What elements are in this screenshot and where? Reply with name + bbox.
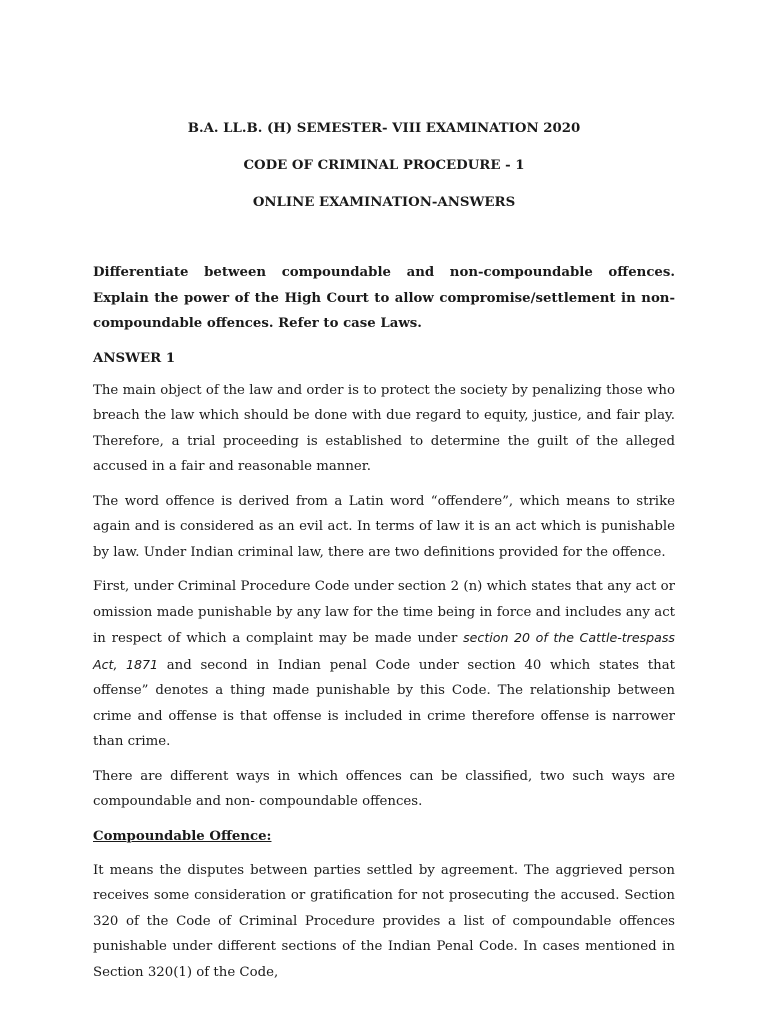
paragraph-2: The word offence is derived from a Latin word “offendere”, which means to strike again and is considered as an evil act. In terms of law it is an act which is punishable by law. Under Indian criminal law, there are two definitions provided for the offence. xyxy=(93,493,675,560)
paragraph-5: It means the disputes between parties settled by agreement. The aggrieved person receives some consideration or gratification for not prosecuting the accused. Section 320 of the Code of Criminal Procedure provides a list of compoundable offences punishable under different sections of the Indian Penal Code. In cases mentioned in Section 320(1) of the Code, xyxy=(93,862,675,980)
exam-type-title: ONLINE EXAMINATION-ANSWERS xyxy=(252,195,516,210)
question-text: Differentiate between compoundable and non-compoundable offences. Explain the power of the High Court to allow compromise/settlement in non-compoundable offences. Refer to case Laws. xyxy=(93,265,675,331)
paragraph-4: There are different ways in which offences can be classified, two such ways are compoundable and non- compoundable offences. xyxy=(93,768,675,809)
exam-title: B.A. LL.B. (H) SEMESTER- VIII EXAMINATION 2020 xyxy=(187,121,581,136)
subject-title: CODE OF CRIMINAL PROCEDURE - 1 xyxy=(243,158,525,173)
answer-label: ANSWER 1 xyxy=(93,350,176,366)
paragraph-3-start: First, under Criminal Procedure Code under section 2 (n) which states that any act or omission made punishable by any law for the time being in force and includes any act in respect of which a complaint may be made under xyxy=(93,579,675,646)
paragraph-3 xyxy=(93,574,675,755)
paragraph-1: The main object of the law and order is to protect the society by penalizing those who breach the law which should be done with due regard to equity, justice, and fair play. Therefore, a trial proceeding is established to determine the guilt of the alleged accused in a fair and reasonable manner. xyxy=(93,382,675,474)
statute-citation: section 20 of the Cattle-trespass Act, 1871 xyxy=(93,630,675,672)
paragraph-3-end: and second in Indian penal Code under section 40 which states that offense” denotes a thing made punishable by this Code. The relationship between crime and offense is that offense is included in crime therefore offense is narrower than crime. xyxy=(93,657,675,749)
section-heading-compoundable: Compoundable Offence: xyxy=(93,828,272,844)
